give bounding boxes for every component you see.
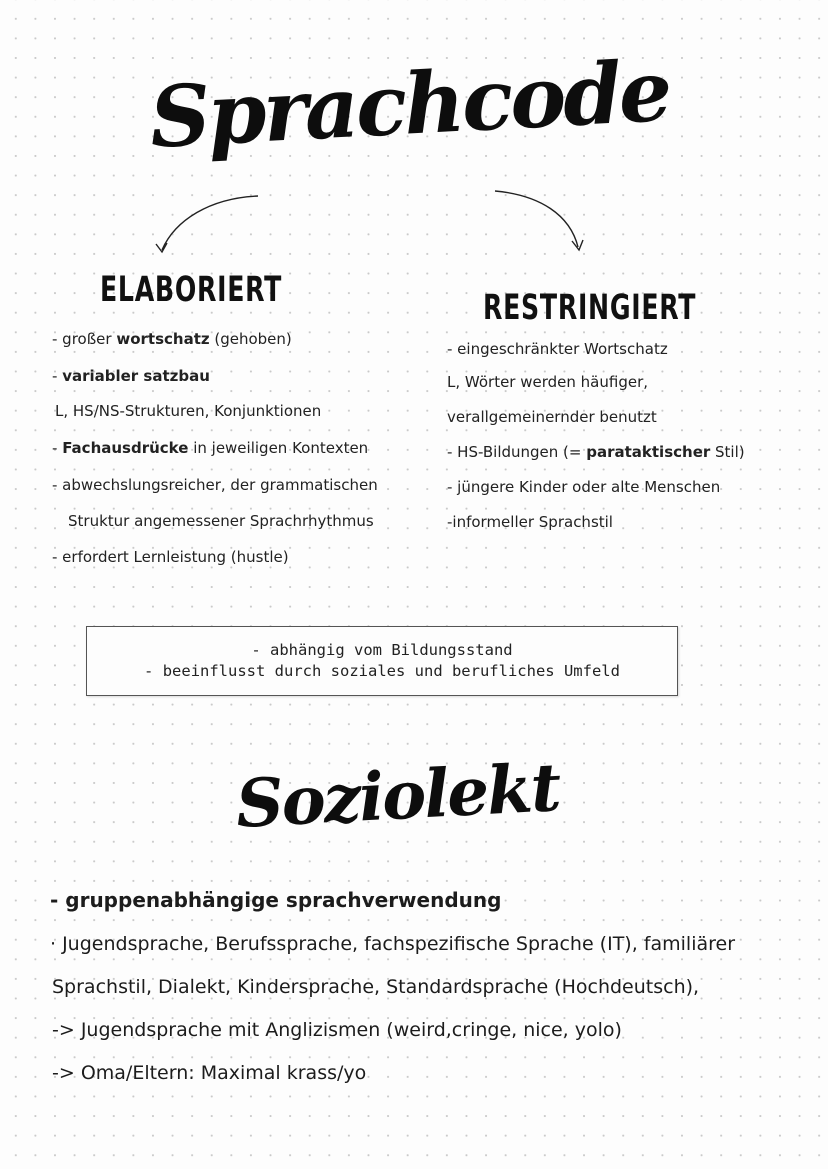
list-item: - großer wortschatz (gehoben) <box>52 330 292 348</box>
list-item: verallgemeinernder benutzt <box>447 408 657 426</box>
section-title: Soziolekt <box>233 748 562 843</box>
soziolekt-line: · Jugendsprache, Berufssprache, fachspezifische Sprache (IT), familiärer <box>50 933 736 955</box>
info-box-line: - beeinflusst durch soziales und berufliches Umfeld <box>144 662 620 680</box>
list-item: - Fachausdrücke in jeweiligen Kontexten <box>52 439 369 457</box>
heading-elaboriert: ELABORIERT <box>100 270 283 310</box>
list-item: - jüngere Kinder oder alte Menschen <box>447 478 721 496</box>
list-item: -informeller Sprachstil <box>447 513 613 531</box>
soziolekt-headline: - gruppenabhängige sprachverwendung <box>50 888 502 912</box>
list-item: - eingeschränkter Wortschatz <box>447 340 668 358</box>
soziolekt-line: -> Oma/Eltern: Maximal krass/yo <box>52 1062 367 1084</box>
soziolekt-line: Sprachstil, Dialekt, Kindersprache, Standardsprache (Hochdeutsch), <box>52 976 700 998</box>
list-item: - HS-Bildungen (= parataktischer Stil) <box>447 443 745 461</box>
highlight-word: wortschatz <box>116 330 210 348</box>
highlight-word: Fachausdrücke <box>62 439 189 457</box>
list-item: L, Wörter werden häufiger, <box>447 373 648 391</box>
page-title: Sprachcode <box>147 40 672 167</box>
list-item: - abwechslungsreicher, der grammatischen <box>52 476 378 494</box>
list-item: - erfordert Lernleistung (hustle) <box>52 548 289 566</box>
list-item: - variabler satzbau <box>52 367 210 385</box>
highlight-word: variabler satzbau <box>62 367 210 385</box>
info-box-line: - abhängig vom Bildungsstand <box>251 641 513 659</box>
soziolekt-line: -> Jugendsprache mit Anglizismen (weird,cringe, nice, yolo) <box>52 1019 622 1041</box>
list-item: L, HS/NS-Strukturen, Konjunktionen <box>55 402 322 420</box>
heading-restringiert: RESTRINGIERT <box>483 288 697 328</box>
arrow-left-icon <box>150 190 270 260</box>
arrow-right-icon <box>490 185 590 260</box>
info-box <box>86 626 678 696</box>
highlight-word: parataktischer <box>586 443 711 461</box>
list-item: Struktur angemessener Sprachrhythmus <box>68 512 374 530</box>
